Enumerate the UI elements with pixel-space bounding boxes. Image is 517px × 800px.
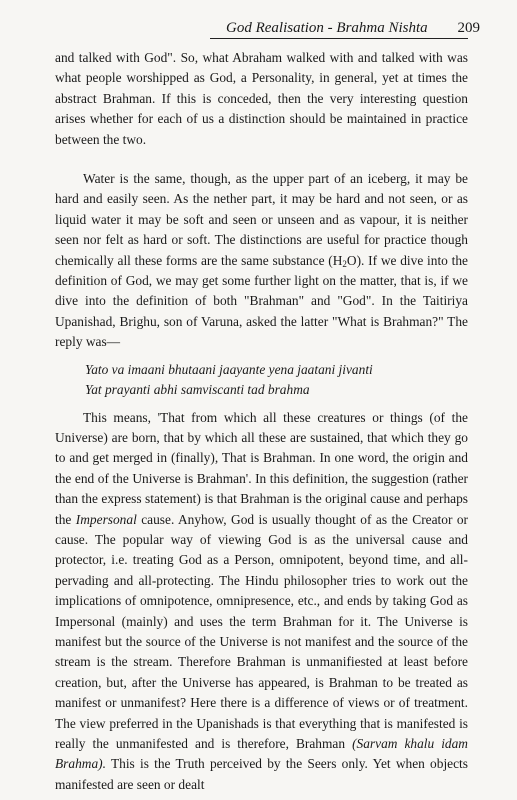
paragraph-3-text-a: This means, 'That from which all these creatures or things (of the Universe) are born, that by which all these are sustained, that which they go to and get merged in (finally), That is Brahman. In one word, the origin and the end of the Universe is Brahman'. In this definition, the suggestion (rather than the express statement) is that Brahman is the original cause and perhaps the (55, 409, 468, 527)
verse-line-1: Yato va imaani bhutaani jaayante yena jaatani jivanti (85, 361, 373, 377)
subscript-2: 2 (342, 258, 347, 269)
paragraph-1 (55, 48, 468, 150)
verse-line-2: Yat prayanti abhi samviscanti tad brahma (85, 382, 310, 398)
paragraph-3-text-c: This is the Truth perceived by the Seers only. Yet when objects manifested are seen or dealt (55, 756, 468, 792)
paragraph-3 (55, 408, 468, 796)
running-title: God Realisation - Brahma Nishta (226, 20, 428, 36)
paragraph-2 (55, 169, 468, 353)
paragraph-2-text-b: O). If we dive into the definition of God, we may get some further light on the matter, that is, if we dive into the definition of both "Brahman" and "God". In the Taitiriya Upanishad, Brighu, son of Varuna, asked the latter "What is Brahman?" The reply was— (55, 252, 468, 350)
page-number: 209 (457, 20, 480, 36)
sanskrit-phrase: (Sarvam khalu idam Brahma). (55, 736, 468, 772)
impersonal-emphasis: Impersonal (75, 511, 137, 527)
paragraph-2-text-a: Water is the same, though, as the upper part of an iceberg, it may be hard and easily seen. As the nether part, it may be hard and not seen, or as liquid water it may be soft and seen or unseen and as vapour, it is neither seen nor felt as hard or soft. The distinctions are useful for practice though chemically all these forms are the same substance (H (55, 171, 468, 268)
running-header (210, 18, 480, 39)
paragraph-1-text: and talked with God". So, what Abraham walked with and talked with was what people worshipped as God, a Personality, in general, yet at times the abstract Brahman. If this is conceded, then the very interesting question arises whether for each of us a distinction should be maintained in practice between the two. (55, 50, 468, 147)
sanskrit-verse (55, 360, 468, 401)
body-text (55, 48, 468, 795)
paragraph-3-text-b: cause. Anyhow, God is usually thought of as the Creator or cause. The popular way of viewing God is as the universal cause and protector, i.e. treating God as a Person, omnipotent, beyond time, and all-pervading and all-protecting. The Hindu philosopher tries to work out the implications of omnipotence, omnipresence, etc., and ends by taking God as Impersonal (mainly) and uses the term Brahman for it. The Universe is manifest but the source of the Universe is not manifest and the source of the stream is the stream. Therefore Brahman is unmanifiested at least before creation, but, after the Universe has appeared, is Brahman to be treated as manifest or unmanifest? Here there is a difference of views or of treatment. The view preferred in the Upanishads is that everything that is manifested is really the unmanifested and is therefore, Brahman (55, 511, 468, 751)
